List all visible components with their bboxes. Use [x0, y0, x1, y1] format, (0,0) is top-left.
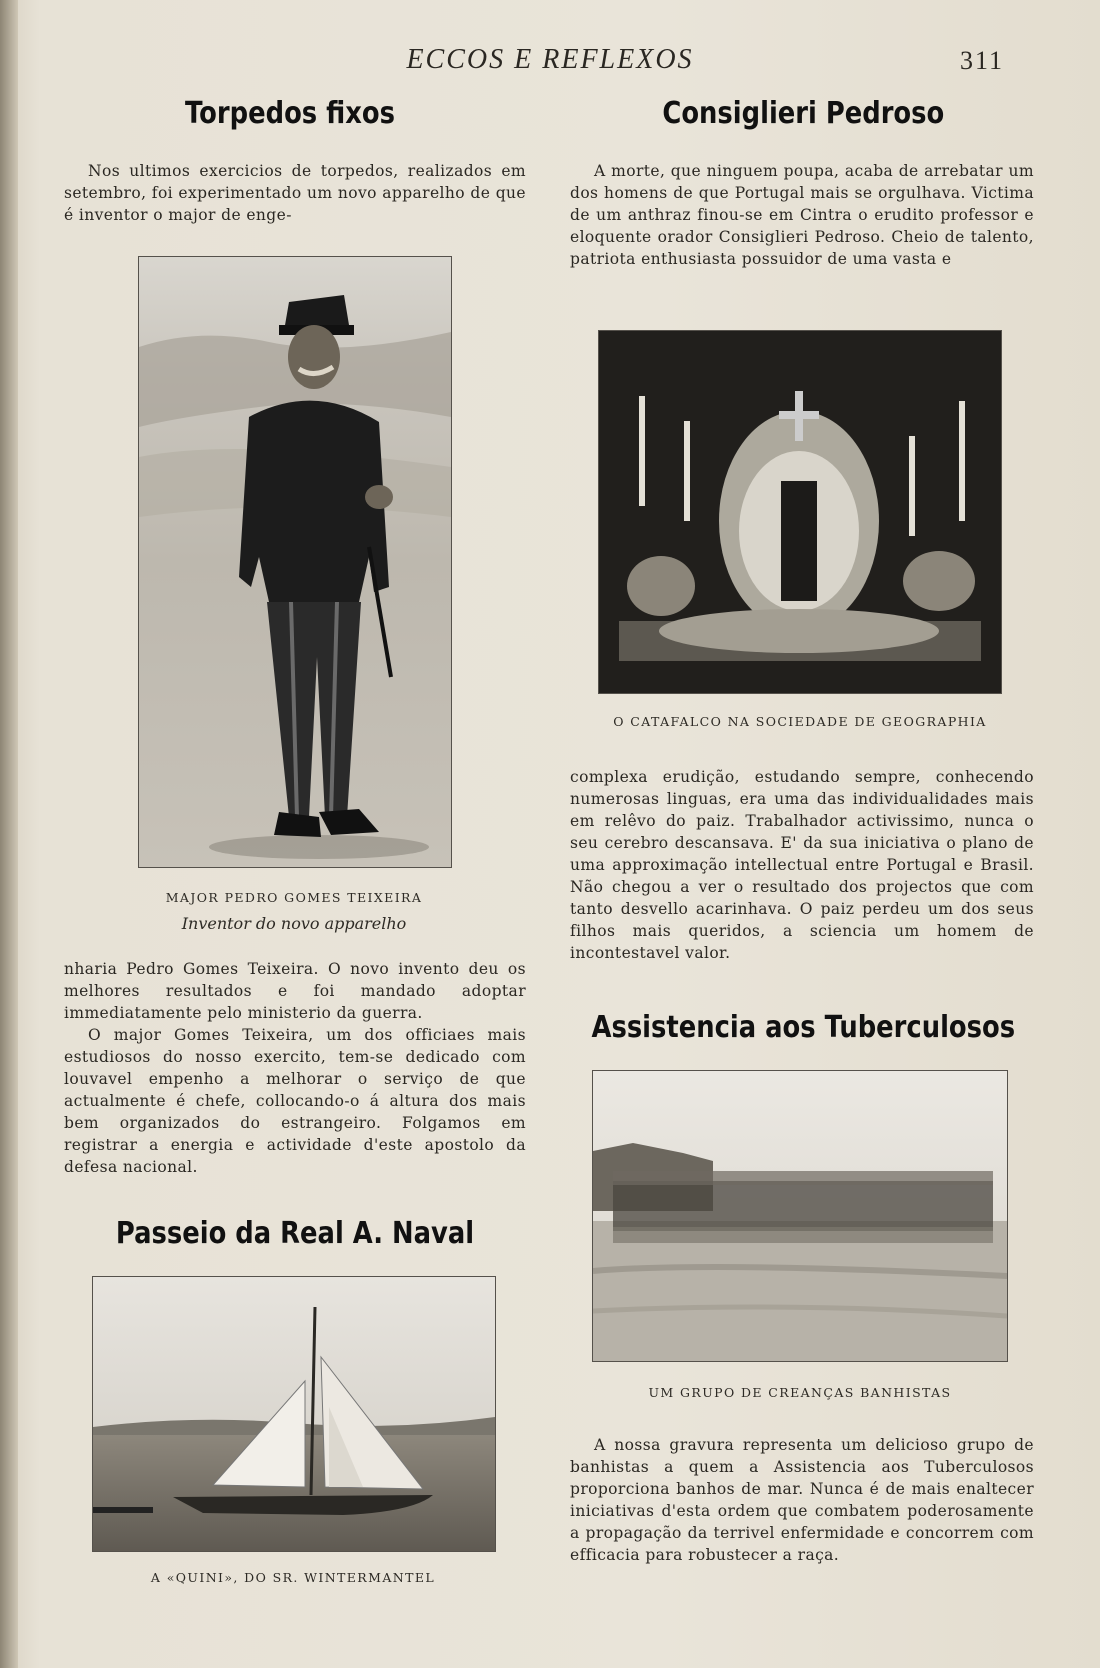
assistencia-body-text: A nossa gravura representa um delicioso grupo de banhistas a quem a Assistencia aos Tuberculosos proporciona banhos de mar. Nunca é de mais enaltecer iniciativas d'esta ordem que combatem poderosamente a propagação da terrivel enfermidade e concorrem com efficacia para robustecer a raça. — [570, 1436, 1034, 1564]
consiglieri-body-text: complexa erudição, estudando sempre, conhecendo numerosas linguas, era uma das individualidades mais em relêvo do paiz. Trabalhador activissimo, nunca o seu cerebro descansava. E' da sua iniciativa o plano de uma approximação intellectual entre Portugal e Brasil. Não chegou a ver o resultado dos projectos que com tanto desvello acarinhava. O paiz perdeu um dos seus filhos mais queridos, a sciencia um homem de incontestavel valor. — [570, 768, 1034, 962]
consiglieri-intro — [570, 160, 1034, 270]
major-portrait-illustration — [139, 257, 451, 867]
torpedos-intro-text: Nos ultimos exercicios de torpedos, realizados em setembro, foi experimentado um novo apparelho de que é inventor o major de enge- — [64, 162, 526, 224]
consiglieri-body — [570, 766, 1034, 964]
torpedos-intro — [64, 160, 526, 226]
yacht-illustration — [93, 1277, 495, 1551]
catafalque-illustration — [599, 331, 1001, 693]
page-number: 311 — [960, 46, 1005, 75]
consiglieri-intro-text: A morte, que ninguem poupa, acaba de arrebatar um dos homens de que Portugal mais se orgulhava. Victima de um anthraz finou-se em Cintra o erudito professor e eloquente orador Consiglieri Pedroso. Cheio de talento, patriota enthusiasta possuidor de uma vasta e — [570, 162, 1034, 268]
children-caption: UM GRUPO DE CREANÇAS BANHISTAS — [648, 1385, 952, 1400]
catafalque-photo — [598, 330, 1002, 694]
torpedos-body-1: nharia Pedro Gomes Teixeira. O novo invento deu os melhores resultados e foi mandado adoptar immediatamente pelo ministerio da guerra. — [64, 960, 526, 1022]
torpedos-body — [64, 958, 526, 1178]
yacht-caption: A «QUINI», DO SR. WINTERMANTEL — [150, 1570, 436, 1585]
children-group-photo — [592, 1070, 1008, 1362]
major-subcaption: Inventor do novo apparelho — [181, 914, 407, 933]
assistencia-title: Assistencia aos Tuberculosos — [591, 1010, 1016, 1045]
major-caption: MAJOR PEDRO GOMES TEIXEIRA — [165, 890, 423, 905]
children-group-illustration — [593, 1071, 1007, 1361]
yacht-photo — [92, 1276, 496, 1552]
assistencia-body — [570, 1434, 1034, 1566]
page-binding — [0, 0, 18, 1668]
running-head: ECCOS E REFLEXOS — [406, 44, 694, 75]
passeio-title: Passeio da Real A. Naval — [115, 1216, 475, 1251]
torpedos-title: Torpedos fixos — [185, 96, 395, 131]
major-portrait-photo — [138, 256, 452, 868]
consiglieri-title: Consiglieri Pedroso — [662, 96, 945, 131]
catafalque-caption: O CATAFALCO NA SOCIEDADE DE GEOGRAPHIA — [613, 714, 987, 729]
torpedos-body-2: O major Gomes Teixeira, um dos officiaes mais estudiosos do nosso exercito, tem-se dedicado com louvavel empenho a melhorar o serviço de que actualmente é chefe, collocando-o á altura dos mais bem organizados do estrangeiro. Folgamos em registrar a energia e actividade d'este apostolo da defesa nacional. — [64, 1026, 526, 1176]
